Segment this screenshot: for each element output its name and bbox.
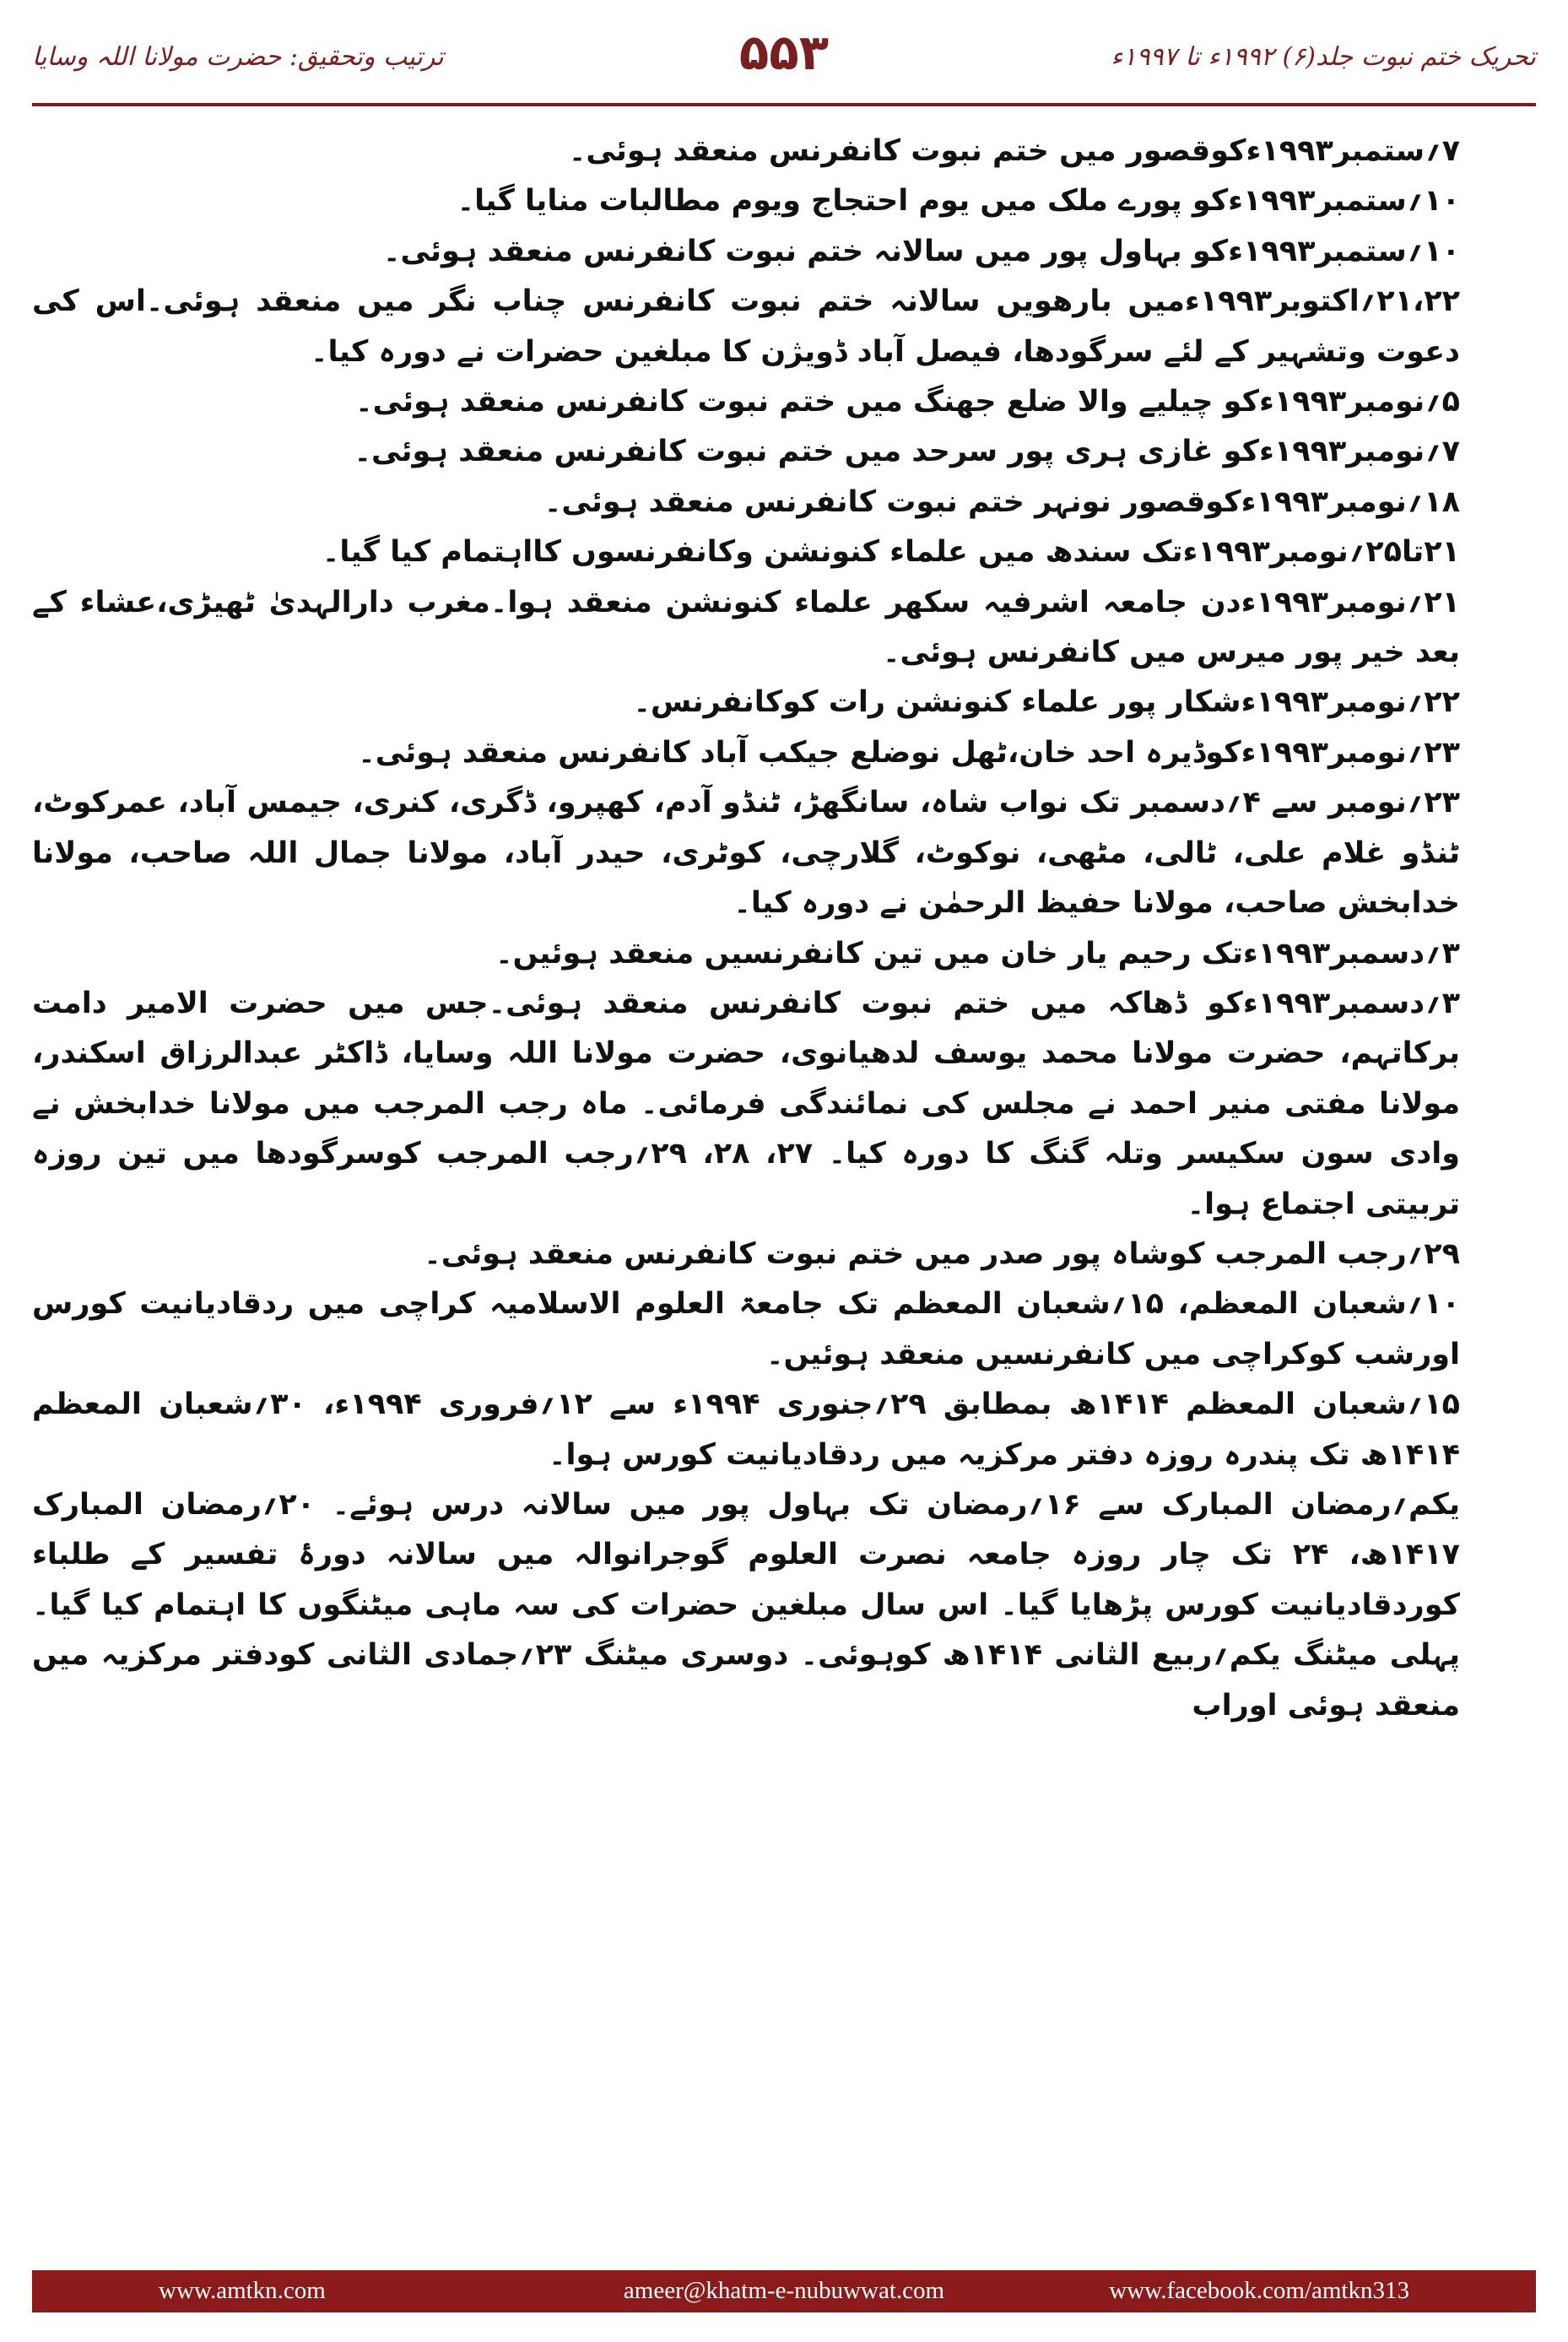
- page-header: [32, 24, 1536, 98]
- paragraph: یکم؍رمضان المبارک سے ۱۶؍رمضان تک بہاول پور میں سالانہ درس ہوئے۔ ۲۰؍رمضان المبارک ۱۴۱۷ھ، ۲۴ تک چار روزہ جامعہ نصرت العلوم گوجرانوالہ میں سالانہ دورۂ تفسیر کے طلباء کوردقادیانیت کورس پڑھایا گیا۔ اس سال مبلغین حضرات کی سہ ماہی میٹنگوں کا اہتمام کیا گیا۔ پہلی میٹنگ یکم؍ربیع الثانی ۱۴۱۴ھ کوہوئی۔ دوسری میٹنگ ۲۳؍جمادی الثانی کودفتر مرکزیہ میں منعقد ہوئی اوراب: [32, 1487, 1461, 1723]
- paragraph: ۷؍ستمبر۱۹۹۳ءکوقصور میں ختم نبوت کانفرنس منعقد ہوئی۔: [568, 134, 1460, 168]
- paragraph: ۲۲؍نومبر۱۹۹۳ءشکار پور علماء کنونشن رات کوکانفرنس۔: [633, 685, 1460, 720]
- footer-website-link[interactable]: www.amtkn.com: [159, 2277, 326, 2304]
- header-compiler: ترتیب وتحقیق: حضرت مولانا اللہ وسایا: [32, 42, 444, 72]
- paragraph: ۲۹؍رجب المرجب کوشاہ پور صدر میں ختم نبوت کانفرنس منعقد ہوئی۔: [424, 1236, 1460, 1271]
- paragraph: ۲۱؍نومبر۱۹۹۳ءدن جامعہ اشرفیہ سکھر علماء کنونشن منعقد ہوا۔مغرب دارالہدیٰ ٹھیڑی،عشاء کے بعد خیر پور میرس میں کانفرنس ہوئی۔: [32, 585, 1460, 670]
- paragraph: ۱۸؍نومبر۱۹۹۳ءکوقصور نونہر ختم نبوت کانفرنس منعقد ہوئی۔: [543, 484, 1460, 519]
- paragraph: ۱۰؍ستمبر۱۹۹۳ءکو پورے ملک میں یوم احتجاج ویوم مطالبات منایا گیا۔: [457, 184, 1460, 219]
- paragraph: ۳؍دسمبر۱۹۹۳ءکو ڈھاکہ میں ختم نبوت کانفرنس منعقد ہوئی۔جس میں حضرت الامیر دامت برکاتہم، حضرت مولانا محمد یوسف لدھیانوی، حضرت مولانا اللہ وسایا، ڈاکٹر عبدالرزاق اسکندر، مولانا مفتی منیر احمد نے مجلس کی نمائندگی فرمائی۔ ماہ رجب المرجب میں مولانا خدابخش نے وادی سون سکیسر وتلہ گنگ کا دورہ کیا۔ ۲۷، ۲۸، ۲۹؍رجب المرجب کوسرگودھا میں تین روزہ تربیتی اجتماع ہوا۔: [32, 986, 1460, 1221]
- header-divider: [32, 103, 1536, 106]
- paragraph: ۲۳؍نومبر سے ۴؍دسمبر تک نواب شاہ، سانگھڑ، ٹنڈو آدم، کھپرو، ڈگری، کنری، جیمس آباد، عمرکوٹ، ٹنڈو غلام علی، ٹالی، مٹھی، نوکوٹ، گلارچی، کوٹری، حیدر آباد، مولانا جمال اللہ صاحب، مولانا خدابخش صاحب، مولانا حفیظ الرحمٰن نے دورہ کیا۔: [32, 786, 1460, 921]
- paragraph: ۱۰؍شعبان المعظم، ۱۵؍شعبان المعظم تک جامعۃ العلوم الاسلامیہ کراچی میں ردقادیانیت کورس اورشب کوکراچی میں کانفرنسیں منعقد ہوئیں۔: [32, 1287, 1460, 1371]
- paragraph: ۲۳؍نومبر۱۹۹۳ءکوڈیرہ احد خان،ٹھل نوضلع جیکب آباد کانفرنس منعقد ہوئی۔: [358, 735, 1460, 770]
- paragraph: ۲۱تا۲۵؍نومبر۱۹۹۳ءتک سندھ میں علماء کنونشن وکانفرنسوں کااہتمام کیا گیا۔: [322, 535, 1460, 570]
- page-body: [32, 127, 1536, 2249]
- header-book-title: تحریک ختم نبوت جلد(۶) ۱۹۹۲ء تا ۱۹۹۷ء: [1111, 42, 1536, 72]
- paragraph: ۱۰؍ستمبر۱۹۹۳ءکو بہاول پور میں سالانہ ختم نبوت کانفرنس منعقد ہوئی۔: [382, 234, 1460, 268]
- footer-facebook-link[interactable]: www.facebook.com/amtkn313: [1109, 2277, 1409, 2304]
- page-number: ۵۵۳: [738, 24, 830, 81]
- paragraph: ۲۱،۲۲؍اکتوبر۱۹۹۳ءمیں بارھویں سالانہ ختم نبوت کانفرنس چناب نگر میں منعقد ہوئی۔اس کی دعوت وتشہیر کے لئے سرگودھا، فیصل آباد ڈویژن کا مبلغین حضرات نے دورہ کیا۔: [32, 284, 1460, 369]
- paragraph: ۵؍نومبر۱۹۹۳ءکو چیلیے والا ضلع جھنگ میں ختم نبوت کانفرنس منعقد ہوئی۔: [355, 385, 1460, 419]
- footer-email-link[interactable]: ameer@khatm-e-nubuwwat.com: [623, 2277, 945, 2304]
- paragraph: ۱۵؍شعبان المعظم ۱۴۱۴ھ بمطابق ۲۹؍جنوری ۱۹۹۴ء سے ۱۲؍فروری ۱۹۹۴ء، ۳۰؍شعبان المعظم ۱۴۱۴ھ تک پندرہ روزہ دفتر مرکزیہ میں ردقادیانیت کورس ہوا۔: [32, 1387, 1460, 1472]
- paragraph: ۷؍نومبر۱۹۹۳ءکو غازی ہری پور سرحد میں ختم نبوت کانفرنس منعقد ہوئی۔: [354, 435, 1460, 469]
- page-footer: [32, 2270, 1536, 2312]
- paragraph: ۳؍دسمبر۱۹۹۳ءتک رحیم یار خان میں تین کانفرنسیں منعقد ہوئیں۔: [495, 936, 1460, 971]
